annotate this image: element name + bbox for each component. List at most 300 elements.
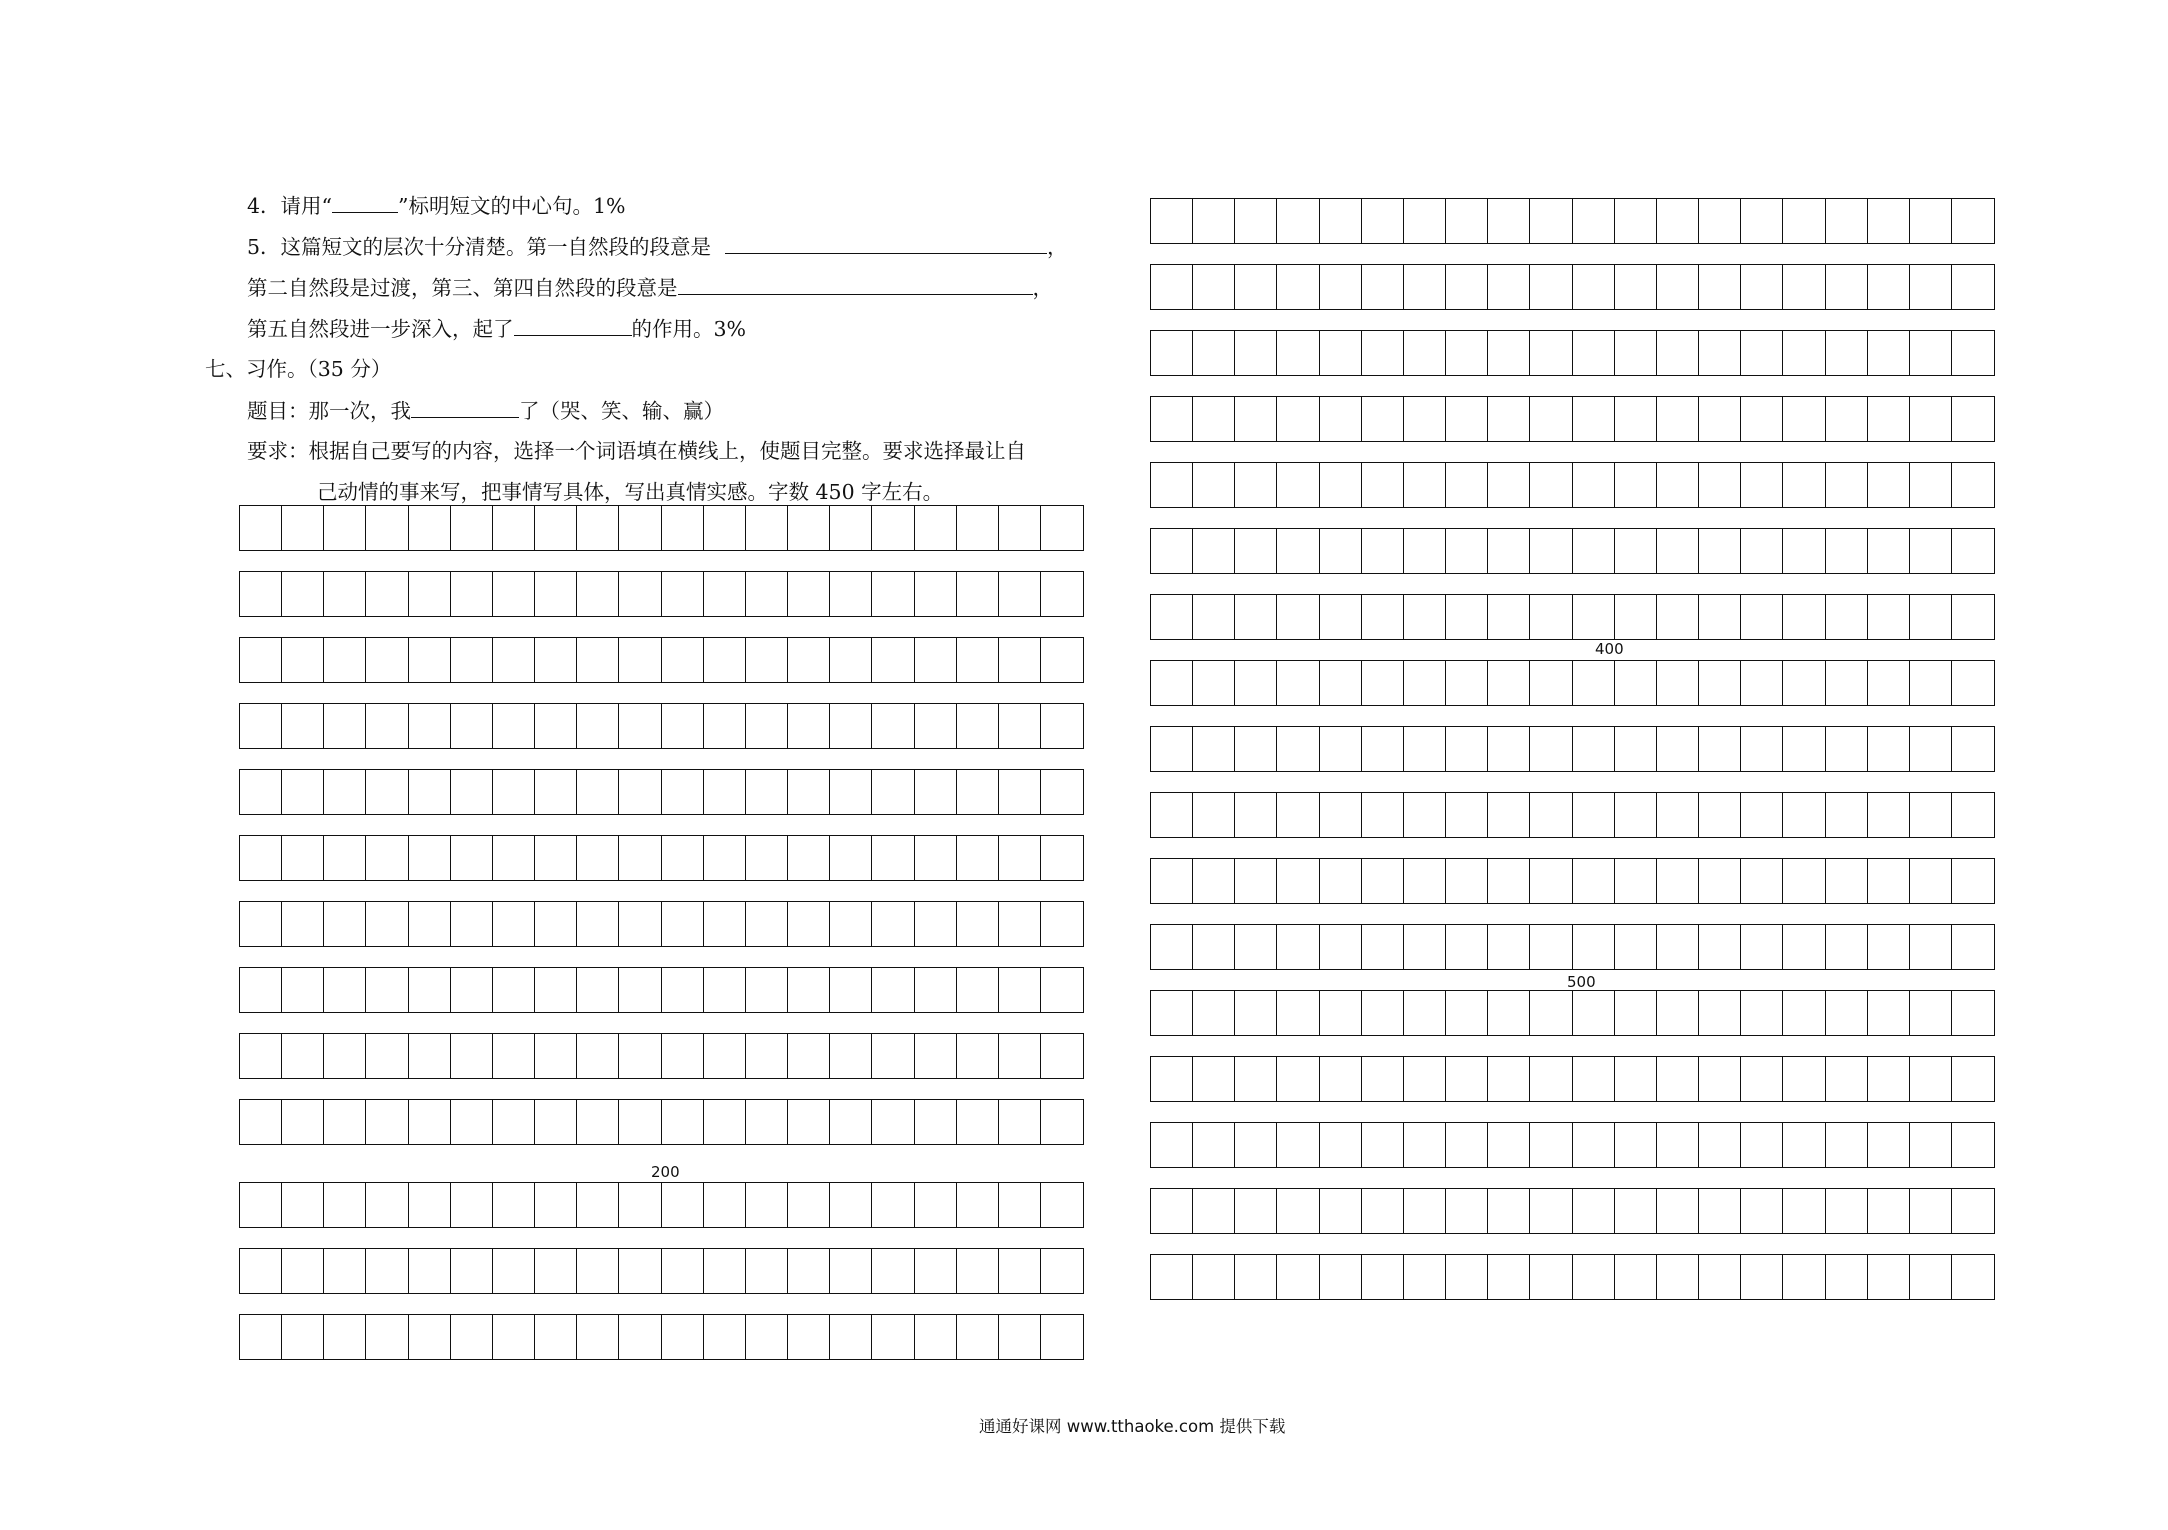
grid-cell[interactable] <box>1657 199 1699 243</box>
grid-cell[interactable] <box>451 638 493 682</box>
grid-cell[interactable] <box>1235 793 1277 837</box>
grid-cell[interactable] <box>1362 397 1404 441</box>
grid-cell[interactable] <box>915 1249 957 1293</box>
grid-cell[interactable] <box>409 506 451 550</box>
grid-cell[interactable] <box>1573 529 1615 573</box>
grid-cell[interactable] <box>1615 397 1657 441</box>
grid-cell[interactable] <box>915 836 957 880</box>
grid-cell[interactable] <box>1783 1255 1825 1299</box>
grid-cell[interactable] <box>493 1315 535 1359</box>
grid-cell[interactable] <box>788 704 830 748</box>
grid-cell[interactable] <box>324 1249 366 1293</box>
grid-cell[interactable] <box>366 1315 408 1359</box>
grid-cell[interactable] <box>1783 727 1825 771</box>
grid-cell[interactable] <box>830 770 872 814</box>
grid-cell[interactable] <box>1151 1123 1193 1167</box>
grid-cell[interactable] <box>1699 1123 1741 1167</box>
grid-cell[interactable] <box>1446 1189 1488 1233</box>
grid-cell[interactable] <box>619 1183 661 1227</box>
grid-cell[interactable] <box>1657 1057 1699 1101</box>
grid-cell[interactable] <box>1741 1255 1783 1299</box>
grid-cell[interactable] <box>662 1315 704 1359</box>
grid-cell[interactable] <box>366 1034 408 1078</box>
grid-cell[interactable] <box>1657 1189 1699 1233</box>
grid-cell[interactable] <box>240 638 282 682</box>
grid-cell[interactable] <box>493 1249 535 1293</box>
grid-cell[interactable] <box>915 638 957 682</box>
grid-cell[interactable] <box>1235 925 1277 969</box>
grid-cell[interactable] <box>1151 793 1193 837</box>
grid-cell[interactable] <box>1446 331 1488 375</box>
grid-cell[interactable] <box>1699 1255 1741 1299</box>
grid-cell[interactable] <box>1320 991 1362 1035</box>
grid-cell[interactable] <box>282 572 324 616</box>
grid-cell[interactable] <box>1530 331 1572 375</box>
grid-cell[interactable] <box>1783 661 1825 705</box>
grid-cell[interactable] <box>1952 265 1994 309</box>
grid-cell[interactable] <box>1488 529 1530 573</box>
grid-cell[interactable] <box>662 1034 704 1078</box>
grid-cell[interactable] <box>1362 991 1404 1035</box>
grid-cell[interactable] <box>746 770 788 814</box>
grid-cell[interactable] <box>1277 463 1319 507</box>
grid-cell[interactable] <box>619 836 661 880</box>
grid-cell[interactable] <box>915 770 957 814</box>
grid-cell[interactable] <box>1657 529 1699 573</box>
grid-cell[interactable] <box>240 572 282 616</box>
grid-cell[interactable] <box>282 1100 324 1144</box>
grid-cell[interactable] <box>1404 727 1446 771</box>
grid-cell[interactable] <box>366 572 408 616</box>
grid-cell[interactable] <box>1530 859 1572 903</box>
grid-cell[interactable] <box>577 968 619 1012</box>
grid-cell[interactable] <box>282 902 324 946</box>
grid-cell[interactable] <box>409 1183 451 1227</box>
grid-cell[interactable] <box>1151 199 1193 243</box>
grid-cell[interactable] <box>1320 859 1362 903</box>
grid-cell[interactable] <box>1741 925 1783 969</box>
grid-cell[interactable] <box>872 1315 914 1359</box>
grid-cell[interactable] <box>704 836 746 880</box>
grid-cell[interactable] <box>282 836 324 880</box>
grid-cell[interactable] <box>1910 1057 1952 1101</box>
grid-cell[interactable] <box>1235 595 1277 639</box>
grid-cell[interactable] <box>409 572 451 616</box>
grid-cell[interactable] <box>535 968 577 1012</box>
grid-cell[interactable] <box>1041 1249 1083 1293</box>
grid-cell[interactable] <box>662 968 704 1012</box>
grid-cell[interactable] <box>619 968 661 1012</box>
grid-cell[interactable] <box>1952 793 1994 837</box>
topic-blank[interactable] <box>411 397 519 418</box>
grid-cell[interactable] <box>1910 1123 1952 1167</box>
grid-cell[interactable] <box>662 902 704 946</box>
grid-cell[interactable] <box>409 968 451 1012</box>
grid-cell[interactable] <box>1573 463 1615 507</box>
grid-cell[interactable] <box>1362 331 1404 375</box>
grid-cell[interactable] <box>1488 1255 1530 1299</box>
grid-cell[interactable] <box>366 1249 408 1293</box>
grid-cell[interactable] <box>746 1249 788 1293</box>
grid-cell[interactable] <box>1783 331 1825 375</box>
grid-cell[interactable] <box>1868 727 1910 771</box>
grid-cell[interactable] <box>662 1249 704 1293</box>
grid-cell[interactable] <box>1193 991 1235 1035</box>
grid-cell[interactable] <box>1573 793 1615 837</box>
grid-cell[interactable] <box>1952 595 1994 639</box>
grid-cell[interactable] <box>872 902 914 946</box>
grid-cell[interactable] <box>1530 1255 1572 1299</box>
grid-cell[interactable] <box>1657 991 1699 1035</box>
grid-cell[interactable] <box>830 506 872 550</box>
grid-cell[interactable] <box>1193 925 1235 969</box>
grid-cell[interactable] <box>1193 1123 1235 1167</box>
grid-cell[interactable] <box>1041 704 1083 748</box>
grid-cell[interactable] <box>1910 727 1952 771</box>
grid-cell[interactable] <box>1826 463 1868 507</box>
grid-cell[interactable] <box>1868 1189 1910 1233</box>
grid-cell[interactable] <box>1277 1189 1319 1233</box>
grid-cell[interactable] <box>1741 1057 1783 1101</box>
grid-cell[interactable] <box>1910 1189 1952 1233</box>
grid-cell[interactable] <box>1910 397 1952 441</box>
grid-cell[interactable] <box>1404 529 1446 573</box>
grid-cell[interactable] <box>1530 1189 1572 1233</box>
grid-cell[interactable] <box>1868 595 1910 639</box>
grid-cell[interactable] <box>1404 991 1446 1035</box>
grid-cell[interactable] <box>957 638 999 682</box>
grid-cell[interactable] <box>1277 397 1319 441</box>
grid-cell[interactable] <box>1615 595 1657 639</box>
grid-cell[interactable] <box>1615 331 1657 375</box>
grid-cell[interactable] <box>872 1034 914 1078</box>
grid-cell[interactable] <box>1362 595 1404 639</box>
grid-cell[interactable] <box>1783 529 1825 573</box>
grid-cell[interactable] <box>1910 265 1952 309</box>
grid-cell[interactable] <box>872 1249 914 1293</box>
grid-cell[interactable] <box>366 770 408 814</box>
grid-cell[interactable] <box>324 704 366 748</box>
grid-cell[interactable] <box>1041 836 1083 880</box>
grid-cell[interactable] <box>1404 397 1446 441</box>
grid-cell[interactable] <box>1699 331 1741 375</box>
grid-cell[interactable] <box>1868 1057 1910 1101</box>
grid-cell[interactable] <box>704 1034 746 1078</box>
grid-cell[interactable] <box>1193 1189 1235 1233</box>
grid-cell[interactable] <box>1657 661 1699 705</box>
grid-cell[interactable] <box>1362 727 1404 771</box>
grid-cell[interactable] <box>1041 1100 1083 1144</box>
grid-cell[interactable] <box>240 1249 282 1293</box>
question-5-blank-3[interactable] <box>514 315 632 336</box>
grid-cell[interactable] <box>1151 925 1193 969</box>
grid-cell[interactable] <box>451 1034 493 1078</box>
grid-cell[interactable] <box>493 1034 535 1078</box>
grid-cell[interactable] <box>1320 1255 1362 1299</box>
grid-cell[interactable] <box>1446 265 1488 309</box>
grid-cell[interactable] <box>409 770 451 814</box>
grid-cell[interactable] <box>409 902 451 946</box>
grid-cell[interactable] <box>1699 925 1741 969</box>
grid-cell[interactable] <box>1488 595 1530 639</box>
grid-cell[interactable] <box>1193 859 1235 903</box>
grid-cell[interactable] <box>577 704 619 748</box>
grid-cell[interactable] <box>1362 859 1404 903</box>
grid-cell[interactable] <box>1699 265 1741 309</box>
grid-cell[interactable] <box>1868 793 1910 837</box>
grid-cell[interactable] <box>1446 1123 1488 1167</box>
grid-cell[interactable] <box>999 902 1041 946</box>
grid-cell[interactable] <box>1826 991 1868 1035</box>
grid-cell[interactable] <box>1404 463 1446 507</box>
grid-cell[interactable] <box>1151 727 1193 771</box>
grid-cell[interactable] <box>1783 1057 1825 1101</box>
grid-cell[interactable] <box>1910 793 1952 837</box>
grid-cell[interactable] <box>1193 727 1235 771</box>
grid-cell[interactable] <box>324 1034 366 1078</box>
grid-cell[interactable] <box>1868 199 1910 243</box>
grid-cell[interactable] <box>1868 661 1910 705</box>
grid-cell[interactable] <box>1446 595 1488 639</box>
grid-cell[interactable] <box>1193 397 1235 441</box>
grid-cell[interactable] <box>1868 991 1910 1035</box>
grid-cell[interactable] <box>704 968 746 1012</box>
grid-cell[interactable] <box>1151 991 1193 1035</box>
grid-cell[interactable] <box>577 1034 619 1078</box>
grid-cell[interactable] <box>282 770 324 814</box>
grid-cell[interactable] <box>1151 1057 1193 1101</box>
grid-cell[interactable] <box>1657 727 1699 771</box>
grid-cell[interactable] <box>999 1100 1041 1144</box>
grid-cell[interactable] <box>704 1249 746 1293</box>
grid-cell[interactable] <box>1741 529 1783 573</box>
grid-cell[interactable] <box>1488 859 1530 903</box>
grid-cell[interactable] <box>493 704 535 748</box>
grid-cell[interactable] <box>957 1315 999 1359</box>
grid-cell[interactable] <box>1615 1255 1657 1299</box>
grid-cell[interactable] <box>1952 331 1994 375</box>
grid-cell[interactable] <box>409 836 451 880</box>
grid-cell[interactable] <box>1783 1123 1825 1167</box>
grid-cell[interactable] <box>535 1100 577 1144</box>
grid-cell[interactable] <box>1699 1057 1741 1101</box>
grid-cell[interactable] <box>1952 1123 1994 1167</box>
grid-cell[interactable] <box>1530 463 1572 507</box>
grid-cell[interactable] <box>1193 529 1235 573</box>
grid-cell[interactable] <box>788 1249 830 1293</box>
grid-cell[interactable] <box>1783 595 1825 639</box>
grid-cell[interactable] <box>409 1249 451 1293</box>
grid-cell[interactable] <box>1530 397 1572 441</box>
grid-cell[interactable] <box>1910 331 1952 375</box>
grid-cell[interactable] <box>1235 397 1277 441</box>
grid-cell[interactable] <box>1826 859 1868 903</box>
grid-cell[interactable] <box>830 1183 872 1227</box>
grid-cell[interactable] <box>451 572 493 616</box>
grid-cell[interactable] <box>1488 397 1530 441</box>
grid-cell[interactable] <box>1573 265 1615 309</box>
grid-cell[interactable] <box>1741 331 1783 375</box>
grid-cell[interactable] <box>1826 1123 1868 1167</box>
grid-cell[interactable] <box>1952 859 1994 903</box>
grid-cell[interactable] <box>830 836 872 880</box>
grid-cell[interactable] <box>788 902 830 946</box>
grid-cell[interactable] <box>1699 991 1741 1035</box>
grid-cell[interactable] <box>1826 1057 1868 1101</box>
grid-cell[interactable] <box>409 638 451 682</box>
grid-cell[interactable] <box>1573 1255 1615 1299</box>
grid-cell[interactable] <box>957 770 999 814</box>
grid-cell[interactable] <box>1699 661 1741 705</box>
grid-cell[interactable] <box>451 902 493 946</box>
grid-cell[interactable] <box>1952 529 1994 573</box>
grid-cell[interactable] <box>1741 727 1783 771</box>
grid-cell[interactable] <box>1404 265 1446 309</box>
grid-cell[interactable] <box>1151 595 1193 639</box>
grid-cell[interactable] <box>240 1315 282 1359</box>
grid-cell[interactable] <box>1657 397 1699 441</box>
grid-cell[interactable] <box>1320 1123 1362 1167</box>
grid-cell[interactable] <box>1404 199 1446 243</box>
grid-cell[interactable] <box>240 770 282 814</box>
grid-cell[interactable] <box>999 704 1041 748</box>
grid-cell[interactable] <box>746 1034 788 1078</box>
grid-cell[interactable] <box>1193 1057 1235 1101</box>
grid-cell[interactable] <box>704 1315 746 1359</box>
grid-cell[interactable] <box>1320 595 1362 639</box>
grid-cell[interactable] <box>1783 925 1825 969</box>
question-5-blank-2[interactable] <box>678 274 1033 295</box>
grid-cell[interactable] <box>240 704 282 748</box>
question-5-blank-1[interactable] <box>725 233 1047 254</box>
grid-cell[interactable] <box>746 1315 788 1359</box>
grid-cell[interactable] <box>746 836 788 880</box>
grid-cell[interactable] <box>915 968 957 1012</box>
grid-cell[interactable] <box>830 1100 872 1144</box>
grid-cell[interactable] <box>957 1183 999 1227</box>
grid-cell[interactable] <box>830 902 872 946</box>
grid-cell[interactable] <box>1910 1255 1952 1299</box>
grid-cell[interactable] <box>1446 1255 1488 1299</box>
grid-cell[interactable] <box>1277 991 1319 1035</box>
grid-cell[interactable] <box>1404 1255 1446 1299</box>
grid-cell[interactable] <box>619 1249 661 1293</box>
grid-cell[interactable] <box>704 902 746 946</box>
grid-cell[interactable] <box>662 770 704 814</box>
grid-cell[interactable] <box>1952 1255 1994 1299</box>
grid-cell[interactable] <box>1826 727 1868 771</box>
grid-cell[interactable] <box>1151 661 1193 705</box>
grid-cell[interactable] <box>1151 529 1193 573</box>
grid-cell[interactable] <box>1320 727 1362 771</box>
grid-cell[interactable] <box>1362 463 1404 507</box>
grid-cell[interactable] <box>1826 265 1868 309</box>
grid-cell[interactable] <box>324 968 366 1012</box>
grid-cell[interactable] <box>1277 793 1319 837</box>
grid-cell[interactable] <box>1910 991 1952 1035</box>
grid-cell[interactable] <box>1910 529 1952 573</box>
grid-cell[interactable] <box>1952 1057 1994 1101</box>
grid-cell[interactable] <box>662 704 704 748</box>
grid-cell[interactable] <box>1826 397 1868 441</box>
grid-cell[interactable] <box>1235 991 1277 1035</box>
grid-cell[interactable] <box>1041 572 1083 616</box>
grid-cell[interactable] <box>1699 859 1741 903</box>
grid-cell[interactable] <box>1910 859 1952 903</box>
grid-cell[interactable] <box>1952 991 1994 1035</box>
grid-cell[interactable] <box>1446 1057 1488 1101</box>
grid-cell[interactable] <box>577 638 619 682</box>
grid-cell[interactable] <box>704 572 746 616</box>
grid-cell[interactable] <box>1235 1189 1277 1233</box>
grid-cell[interactable] <box>1151 397 1193 441</box>
grid-cell[interactable] <box>662 506 704 550</box>
grid-cell[interactable] <box>1657 793 1699 837</box>
grid-cell[interactable] <box>1826 661 1868 705</box>
grid-cell[interactable] <box>704 1100 746 1144</box>
grid-cell[interactable] <box>577 1249 619 1293</box>
grid-cell[interactable] <box>1488 925 1530 969</box>
grid-cell[interactable] <box>535 506 577 550</box>
grid-cell[interactable] <box>1530 595 1572 639</box>
grid-cell[interactable] <box>1362 925 1404 969</box>
grid-cell[interactable] <box>957 506 999 550</box>
grid-cell[interactable] <box>535 836 577 880</box>
grid-cell[interactable] <box>1573 991 1615 1035</box>
grid-cell[interactable] <box>1741 661 1783 705</box>
grid-cell[interactable] <box>1404 1123 1446 1167</box>
grid-cell[interactable] <box>1151 1255 1193 1299</box>
grid-cell[interactable] <box>1615 727 1657 771</box>
grid-cell[interactable] <box>1235 859 1277 903</box>
grid-cell[interactable] <box>1277 331 1319 375</box>
grid-cell[interactable] <box>1404 859 1446 903</box>
grid-cell[interactable] <box>788 968 830 1012</box>
grid-cell[interactable] <box>999 836 1041 880</box>
grid-cell[interactable] <box>1615 859 1657 903</box>
grid-cell[interactable] <box>1657 859 1699 903</box>
grid-cell[interactable] <box>1783 859 1825 903</box>
grid-cell[interactable] <box>577 506 619 550</box>
grid-cell[interactable] <box>1446 727 1488 771</box>
grid-cell[interactable] <box>1657 925 1699 969</box>
grid-cell[interactable] <box>1530 1057 1572 1101</box>
grid-cell[interactable] <box>1573 1057 1615 1101</box>
grid-cell[interactable] <box>324 506 366 550</box>
grid-cell[interactable] <box>1826 1189 1868 1233</box>
grid-cell[interactable] <box>1699 595 1741 639</box>
grid-cell[interactable] <box>1530 265 1572 309</box>
grid-cell[interactable] <box>1151 265 1193 309</box>
grid-cell[interactable] <box>619 704 661 748</box>
grid-cell[interactable] <box>493 968 535 1012</box>
grid-cell[interactable] <box>619 506 661 550</box>
grid-cell[interactable] <box>1699 529 1741 573</box>
grid-cell[interactable] <box>493 770 535 814</box>
grid-cell[interactable] <box>999 1034 1041 1078</box>
grid-cell[interactable] <box>619 1034 661 1078</box>
grid-cell[interactable] <box>1868 331 1910 375</box>
grid-cell[interactable] <box>1741 1189 1783 1233</box>
grid-cell[interactable] <box>1699 727 1741 771</box>
grid-cell[interactable] <box>1277 595 1319 639</box>
grid-cell[interactable] <box>1235 661 1277 705</box>
grid-cell[interactable] <box>451 1100 493 1144</box>
grid-cell[interactable] <box>1868 1123 1910 1167</box>
grid-cell[interactable] <box>1910 595 1952 639</box>
grid-cell[interactable] <box>1193 463 1235 507</box>
grid-cell[interactable] <box>1362 1189 1404 1233</box>
